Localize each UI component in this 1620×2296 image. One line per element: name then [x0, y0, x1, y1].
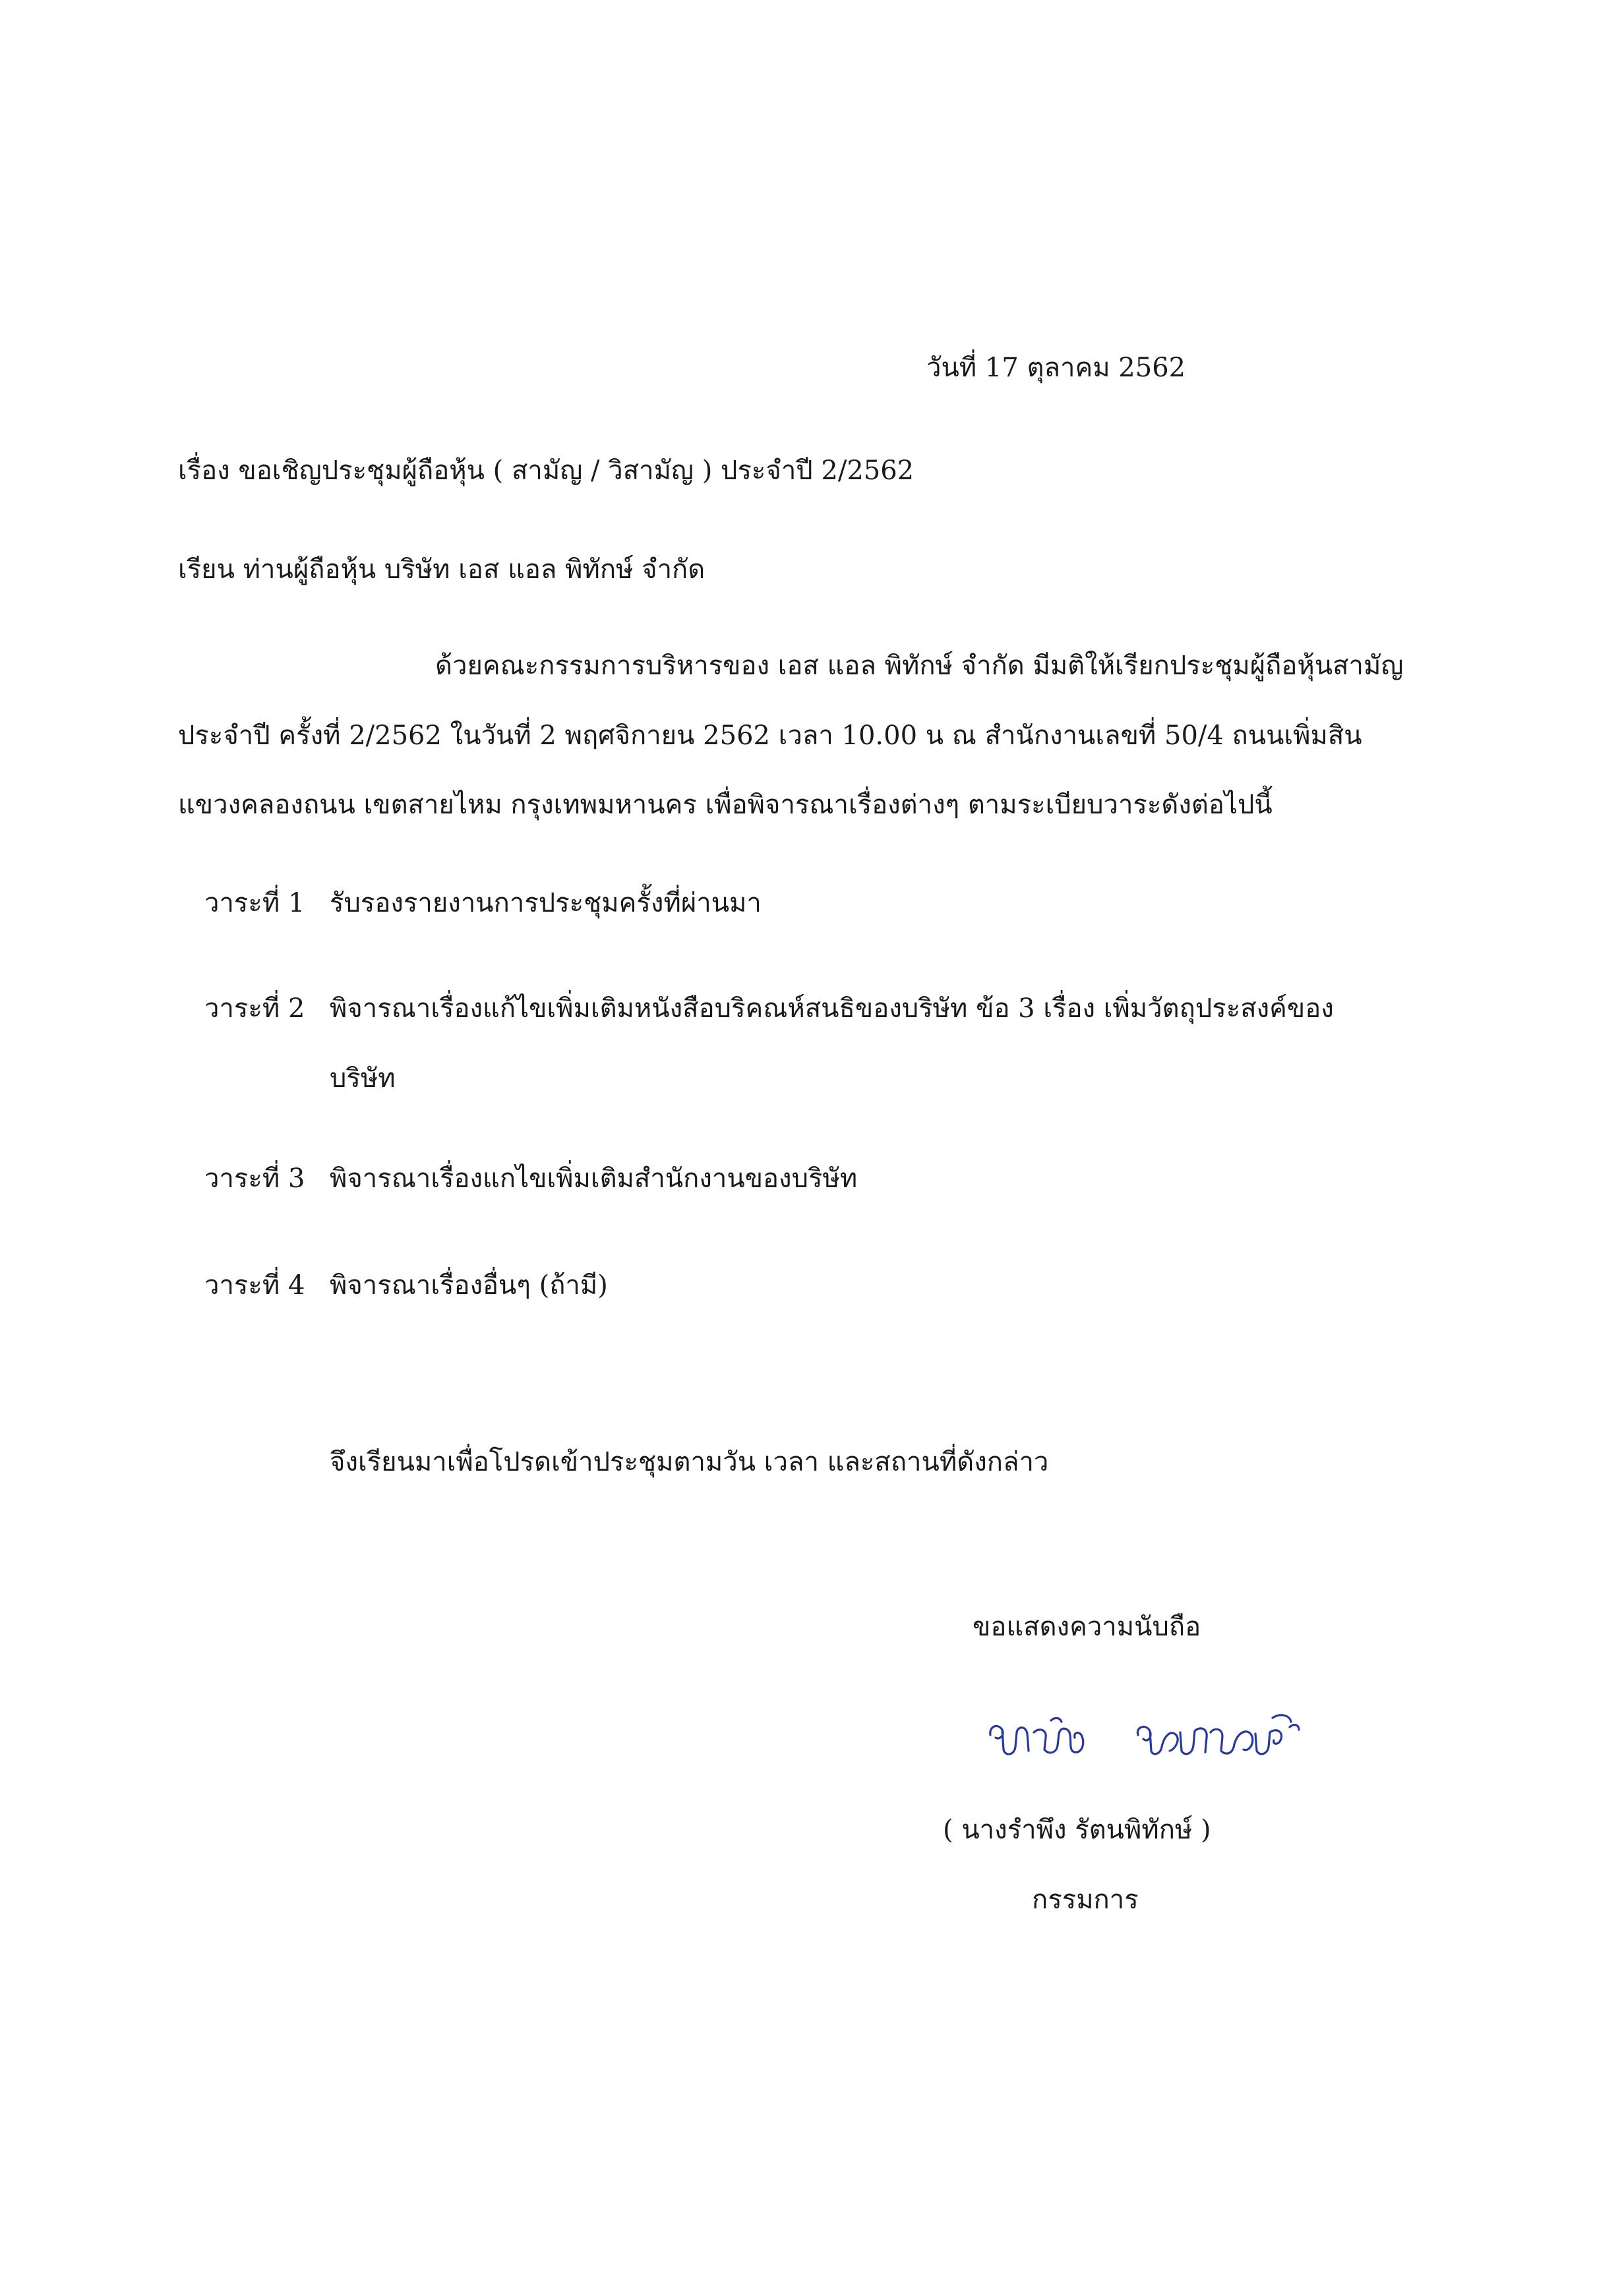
agenda-text: พิจารณาเรื่องแกไขเพิ่มเติมสำนักงานของบริษัท	[330, 1163, 858, 1194]
letter-subject: เรื่อง ขอเชิญประชุมผู้ถือหุ้น ( สามัญ / วิสามัญ ) ประจำปี 2/2562	[178, 456, 915, 486]
agenda-item-2	[204, 990, 1334, 1027]
agenda-text: พิจารณาเรื่องอื่นๆ (ถ้ามี)	[330, 1270, 608, 1301]
agenda-number: วาระที่ 1	[204, 888, 305, 918]
closing-regards: ขอแสดงความนับถือ	[973, 1612, 1201, 1642]
body-paragraph-line-1: ด้วยคณะกรรมการบริหารของ เอส แอล พิทักษ์ จำกัด มีมติให้เรียกประชุมผู้ถือหุ้นสามัญ	[435, 651, 1404, 681]
agenda-text: รับรองรายงานการประชุมครั้งที่ผ่านมา	[330, 888, 762, 918]
signer-position: กรรมการ	[1032, 1885, 1139, 1915]
letter-recipient: เรียน ท่านผู้ถือหุ้น บริษัท เอส แอล พิทักษ์ จำกัด	[178, 554, 705, 585]
agenda-item-3	[204, 1160, 857, 1197]
body-paragraph-line-3: แขวงคลองถนน เขตสายไหม กรุงเทพมหานคร เพื่อพิจารณาเรื่องต่างๆ ตามระเบียบวาระดังต่อไปนี้	[178, 790, 1273, 820]
agenda-number: วาระที่ 2	[204, 993, 305, 1024]
agenda-item-4	[204, 1267, 608, 1304]
body-paragraph-line-2: ประจำปี ครั้งที่ 2/2562 ในวันที่ 2 พฤศจิกายน 2562 เวลา 10.00 น ณ สำนักงานเลขที่ 50/4 ถนนเพิ่มสิน	[178, 721, 1362, 751]
signer-name: ( นางรำพึง รัตนพิทักษ์ )	[943, 1815, 1211, 1845]
agenda-text: พิจารณาเรื่องแก้ไขเพิ่มเติมหนังสือบริคณห์สนธิของบริษัท ข้อ 3 เรื่อง เพิ่มวัตถุประสงค์ของ	[330, 993, 1334, 1024]
agenda-item-2-continuation: บริษัท	[330, 1063, 396, 1094]
closing-sentence: จึงเรียนมาเพื่อโปรดเข้าประชุมตามวัน เวลา และสถานที่ดังกล่าว	[330, 1447, 1049, 1477]
letter-date: วันที่ 17 ตุลาคม 2562	[926, 353, 1186, 383]
agenda-item-1	[204, 885, 762, 922]
agenda-number: วาระที่ 4	[204, 1270, 305, 1301]
agenda-number: วาระที่ 3	[204, 1163, 305, 1194]
handwritten-signature	[982, 1694, 1325, 1767]
